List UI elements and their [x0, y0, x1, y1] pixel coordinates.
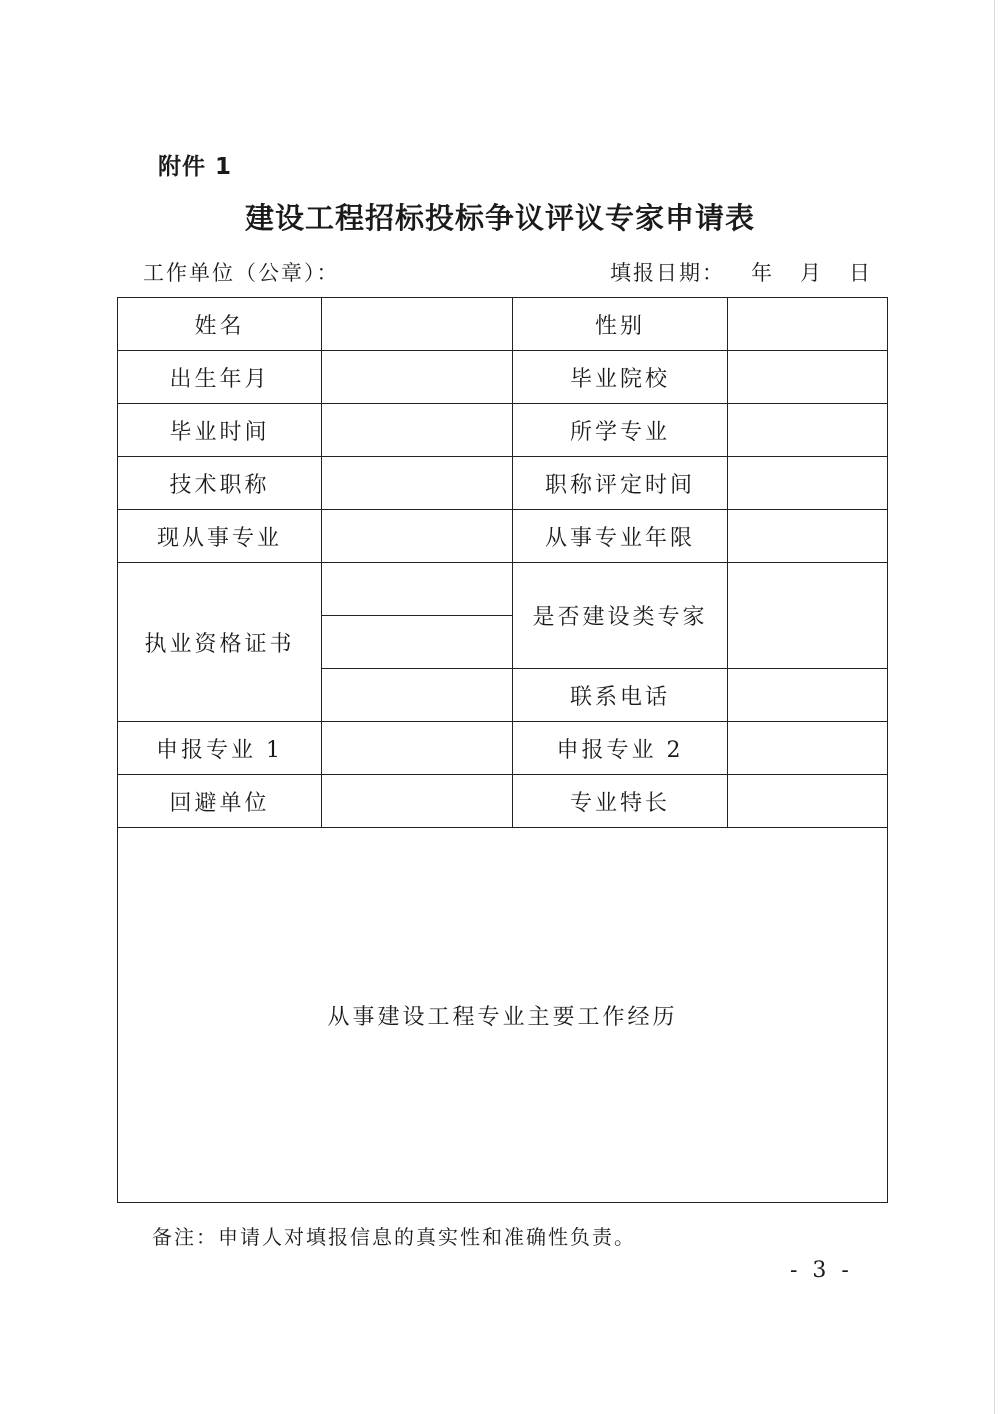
- specialty-label: 专业特长: [513, 775, 728, 828]
- current-major-field[interactable]: [322, 510, 513, 563]
- footnote: 备注：申请人对填报信息的真实性和准确性负责。: [152, 1225, 636, 1249]
- phone-label: 联系电话: [513, 669, 728, 722]
- major-field[interactable]: [728, 404, 888, 457]
- school-field[interactable]: [728, 351, 888, 404]
- apply-major-2-field[interactable]: [728, 722, 888, 775]
- title-date-field[interactable]: [728, 457, 888, 510]
- gender-label: 性别: [513, 298, 728, 351]
- school-label: 毕业院校: [513, 351, 728, 404]
- graduation-time-label: 毕业时间: [118, 404, 322, 457]
- fill-date-label: 填报日期：: [610, 261, 725, 285]
- page-title: 建设工程招标投标争议评议专家申请表: [244, 201, 755, 235]
- avoid-unit-label: 回避单位: [118, 775, 322, 828]
- table-row: [118, 722, 888, 775]
- certificate-field-1[interactable]: [322, 563, 513, 616]
- gender-field[interactable]: [728, 298, 888, 351]
- name-label: 姓名: [118, 298, 322, 351]
- current-major-label: 现从事专业: [118, 510, 322, 563]
- apply-major-2-label: 申报专业 2: [513, 722, 728, 775]
- apply-major-1-field[interactable]: [322, 722, 513, 775]
- graduation-time-field[interactable]: [322, 404, 513, 457]
- birth-field[interactable]: [322, 351, 513, 404]
- work-unit-label: 工作单位（公章）：: [143, 261, 340, 285]
- technical-title-field[interactable]: [322, 457, 513, 510]
- construction-expert-label: 是否建设类专家: [513, 563, 728, 669]
- table-row: [118, 298, 888, 351]
- table-row: [118, 404, 888, 457]
- table-row: [118, 828, 888, 1203]
- day-label: 日: [849, 261, 872, 285]
- apply-major-1-label: 申报专业 1: [118, 722, 322, 775]
- construction-expert-field[interactable]: [728, 563, 888, 669]
- major-label: 所学专业: [513, 404, 728, 457]
- name-field[interactable]: [322, 298, 513, 351]
- table-row: [118, 457, 888, 510]
- birth-label: 出生年月: [118, 351, 322, 404]
- table-row: [118, 563, 888, 616]
- fill-date: [610, 257, 872, 287]
- work-experience-area[interactable]: 从事建设工程专业主要工作经历: [118, 828, 888, 1203]
- year-label: 年: [751, 261, 774, 285]
- technical-title-label: 技术职称: [118, 457, 322, 510]
- certificate-field-3[interactable]: [322, 669, 513, 722]
- certificate-field-2[interactable]: [322, 616, 513, 669]
- application-form-table: [117, 297, 888, 1203]
- month-label: 月: [800, 261, 823, 285]
- attachment-label: 附件 1: [158, 154, 233, 180]
- certificate-label: 执业资格证书: [118, 563, 322, 722]
- specialty-field[interactable]: [728, 775, 888, 828]
- phone-field[interactable]: [728, 669, 888, 722]
- years-label: 从事专业年限: [513, 510, 728, 563]
- title-date-label: 职称评定时间: [513, 457, 728, 510]
- table-row: [118, 351, 888, 404]
- table-row: [118, 775, 888, 828]
- page-number: - 3 -: [790, 1258, 853, 1283]
- table-row: [118, 510, 888, 563]
- years-field[interactable]: [728, 510, 888, 563]
- avoid-unit-field[interactable]: [322, 775, 513, 828]
